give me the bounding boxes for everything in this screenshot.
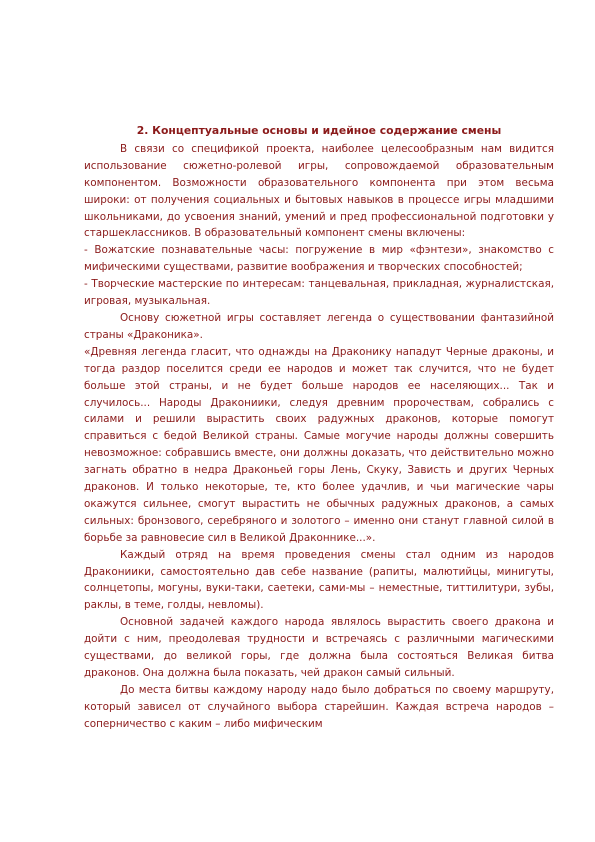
section-title: 2. Концептуальные основы и идейное содержание смены [136, 124, 502, 137]
list-item-counselor-hours: - Вожатские познавательные часы: погружение в мир «фэнтези», знакомство с мифическими существами, развитие воображения и творческих способностей; [84, 244, 554, 274]
paragraph-route: До места битвы каждому народу надо было добраться по своему маршруту, который зависел от случайного выбора старейшин. Каждая встреча народов – соперничество с каким – либо мифическим [84, 683, 554, 730]
paragraph-legend-quote: «Древняя легенда гласит, что однажды на Драконику нападут Черные драконы, и тогда раздор поселится среди ее народов и может так случится, что не будет больше этой страны, и не будет больше народов ее населяющих... Так и случилось... Народы Дракониики, следуя древним пророчествам, собрались с силами и решили вырастить своих радужных драконов, которые помогут справиться с бедой Великой страны. Самые могучие народы должны совершить невозможное: собравшись вместе, они должны доказать, что действительно можно загнать обратно в недра Драконьей горы Лень, Скуку, Зависть и других Черных драконов. И только некоторые, те, кто более удачлив, и чьи магические чары окажутся сильнее, смогут вырастить не обычных радужных драконов, а самых сильных: бронзового, серебряного и золотого – именно они станут главной силой в борьбе за равновесие сил в Великой Драконнике...». [84, 345, 554, 544]
paragraph-squad-names: Каждый отряд на время проведения смены стал одним из народов Дракониики, самостоятельно дав себе название (рапиты, малютийцы, минигуты, солнцетопы, могуны, вуки-таки, саетеки, сами-мы – неместные, титтилитури, зубы, раклы, в теме, голды, невломы). [84, 548, 554, 612]
document-page [84, 123, 554, 733]
paragraph-main-task: Основной задачей каждого народа являлось вырастить своего дракона и дойти с ним, преодолевая трудности и встречаясь с различными магическими существами, до великой горы, где должна была состояться Великая битва драконов. Она должна была показать, чей дракон самый сильный. [84, 616, 554, 679]
paragraph-legend-basis: Основу сюжетной игры составляет легенда о существовании фантазийной страны «Драконика». [84, 311, 554, 341]
paragraph-intro: В связи со спецификой проекта, наиболее целесообразным нам видится использование сюжетно-ролевой игры, сопровождаемой образовательным компонентом. Возможности образовательного компонента при этом весьма широки: от получения социальных и бытовых навыков в процессе игры младшими школьниками, до усвоения знаний, умений и пред профессиональной подготовки у старшеклассников. В образовательный компонент смены включены: [84, 142, 554, 240]
list-item-workshops: - Творческие мастерские по интересам: танцевальная, прикладная, журналистская, игровая, музыкальная. [84, 278, 554, 308]
